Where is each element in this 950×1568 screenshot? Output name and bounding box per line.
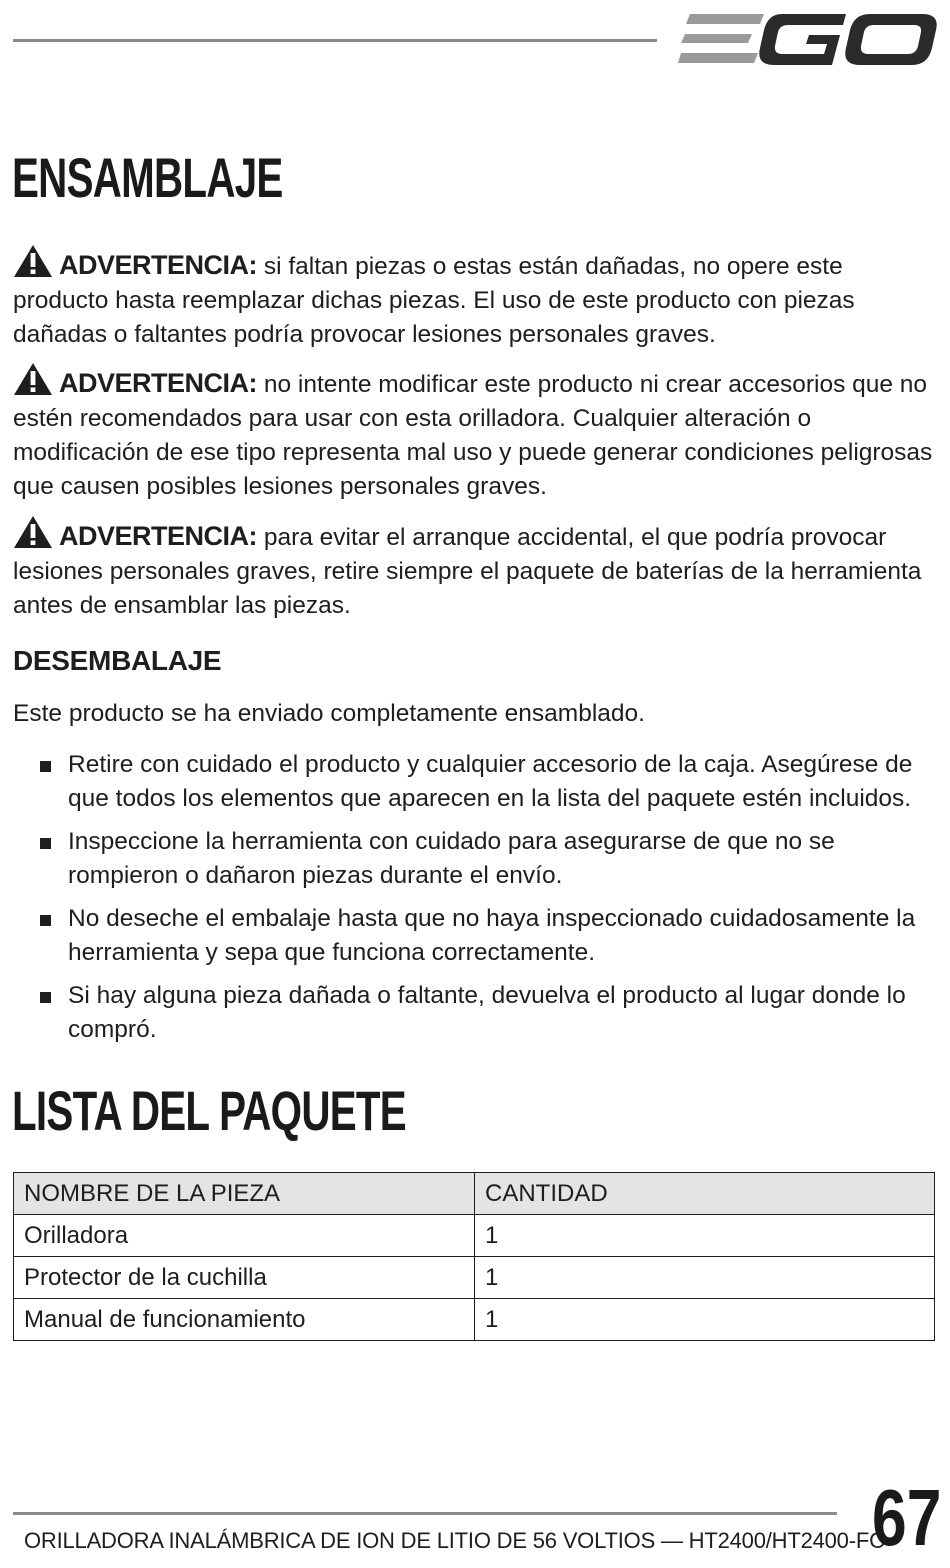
list-item: [40, 748, 940, 816]
ego-logo: [678, 10, 938, 70]
list-item-text: Retire con cuidado el producto y cualquier accesorio de la caja. Asegúrese de que todos los elementos que aparecen en la lista del paquete estén incluidos.: [68, 751, 913, 812]
table-row: [14, 1257, 935, 1299]
part-name-cell: Manual de funcionamiento: [14, 1299, 475, 1341]
warning-text: si faltan piezas o estas están dañadas, no opere este producto hasta reemplazar dichas piezas. El uso de este producto con piezas dañadas o faltantes podría provocar lesiones personales graves.: [13, 253, 855, 348]
footer-text: ORILLADORA INALÁMBRICA DE ION DE LITIO DE 56 VOLTIOS — HT2400/HT2400-FC: [24, 1528, 885, 1553]
list-item-text: Si hay alguna pieza dañada o faltante, devuelva el producto al lugar donde lo compró.: [68, 982, 906, 1043]
table-row: [14, 1299, 935, 1341]
table-header-row: [14, 1173, 935, 1215]
header-rule: [13, 39, 657, 42]
bullet-square-icon: [40, 992, 51, 1003]
quantity-cell: 1: [475, 1257, 935, 1299]
warning-text: para evitar el arranque accidental, el que podría provocar lesiones personales graves, retire siempre el paquete de baterías de la herramienta antes de ensamblar las piezas.: [13, 524, 922, 619]
package-table: [13, 1172, 935, 1341]
list-item: [40, 979, 940, 1047]
page-number: 67: [872, 1473, 942, 1562]
list-item: [40, 902, 940, 970]
part-name-cell: Orilladora: [14, 1215, 475, 1257]
list-item-text: Inspeccione la herramienta con cuidado para asegurarse de que no se rompieron o dañaron piezas durante el envío.: [68, 828, 835, 889]
bullet-square-icon: [40, 915, 51, 926]
warning-triangle-icon: [13, 515, 53, 549]
warning-label: ADVERTENCIA:: [59, 521, 258, 551]
bullet-square-icon: [40, 761, 51, 772]
quantity-cell: 1: [475, 1215, 935, 1257]
unpacking-title: DESEMBALAJE: [13, 645, 222, 676]
unpacking-list: [40, 748, 940, 1056]
warning-text: no intente modificar este producto ni crear accesorios que no estén recomendados para usar con esta orilladora. Cualquier alteración o modificación de ese tipo representa mal uso y puede generar condiciones peligrosas que causen posibles lesiones personales graves.: [13, 371, 933, 500]
column-header-part-name: NOMBRE DE LA PIEZA: [14, 1173, 475, 1215]
package-list-title: LISTA DEL PAQUETE: [12, 1079, 406, 1142]
warning-label: ADVERTENCIA:: [59, 368, 258, 398]
warning-triangle-icon: [13, 244, 53, 278]
table-row: [14, 1215, 935, 1257]
unpacking-intro: Este producto se ha enviado completamente ensamblado.: [13, 700, 645, 727]
list-item-text: No deseche el embalaje hasta que no haya inspeccionado cuidadosamente la herramienta y sepa que funciona correctamente.: [68, 905, 916, 966]
warning-label: ADVERTENCIA:: [59, 250, 258, 280]
warning-2: [13, 362, 941, 504]
warning-triangle-icon: [13, 362, 53, 396]
footer-rule: [13, 1512, 837, 1515]
quantity-cell: 1: [475, 1299, 935, 1341]
warning-1: [13, 244, 941, 352]
assembly-title: ENSAMBLAJE: [12, 146, 283, 209]
warning-3: [13, 515, 941, 623]
list-item: [40, 825, 940, 893]
bullet-square-icon: [40, 838, 51, 849]
part-name-cell: Protector de la cuchilla: [14, 1257, 475, 1299]
column-header-quantity: CANTIDAD: [475, 1173, 935, 1215]
